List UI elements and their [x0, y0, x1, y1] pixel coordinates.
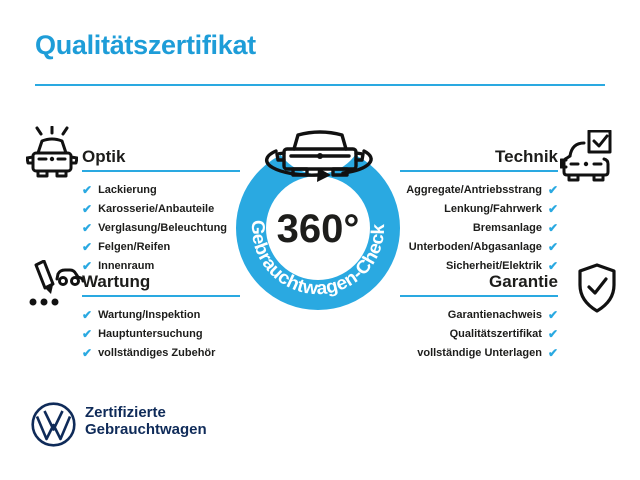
section-divider [82, 170, 240, 172]
item-label: Wartung/Inspektion [98, 308, 201, 321]
list-item [82, 305, 240, 324]
item-label: Bremsanlage [472, 221, 542, 234]
check-icon: ✔ [82, 307, 93, 322]
section-title: Optik [82, 147, 126, 166]
list-item [82, 199, 240, 218]
item-label: Unterboden/Abgasanlage [408, 240, 542, 253]
section-optik [82, 146, 240, 275]
item-label: Verglasung/Beleuchtung [98, 221, 228, 234]
check-icon: ✔ [547, 326, 558, 341]
360-check-badge [218, 118, 418, 333]
list-item [82, 324, 240, 343]
check-icon: ✔ [547, 201, 558, 216]
vw-logo-icon [30, 401, 77, 448]
brand-claim [85, 404, 207, 438]
item-label: Karosserie/Anbauteile [98, 202, 215, 215]
check-icon: ✔ [547, 307, 558, 322]
list-item [82, 237, 240, 256]
ring-label: Gebrauchtwagen-Check [247, 219, 389, 299]
checklist [82, 305, 240, 362]
check-icon: ✔ [82, 182, 93, 197]
section-divider [400, 170, 558, 172]
brand-line-2: Gebrauchtwagen [85, 421, 207, 438]
car-shine-icon [26, 126, 78, 182]
brand-line-1: Zertifizierte [85, 404, 166, 421]
item-label: Hauptuntersuchung [98, 327, 203, 340]
item-label: vollständiges Zubehör [98, 346, 216, 359]
checklist [400, 305, 558, 362]
item-label: Felgen/Reifen [98, 240, 171, 253]
check-icon: ✔ [82, 258, 93, 273]
list-item [82, 218, 240, 237]
check-icon: ✔ [82, 326, 93, 341]
list-item [400, 324, 558, 343]
shield-check-icon [576, 262, 618, 314]
checklist [82, 180, 240, 275]
list-item [400, 343, 558, 362]
item-label: vollständige Unterlagen [417, 346, 542, 359]
list-item [400, 305, 558, 324]
list-item [400, 218, 558, 237]
section-title: Wartung [82, 272, 151, 291]
item-label: Aggregate/Antriebsstrang [406, 183, 542, 196]
section-wartung [82, 271, 240, 362]
section-divider [82, 295, 240, 297]
list-item [82, 180, 240, 199]
degrees-label: 360° [276, 207, 360, 251]
section-technik [400, 146, 558, 275]
list-item [400, 180, 558, 199]
list-item [400, 237, 558, 256]
check-icon: ✔ [82, 239, 93, 254]
item-label: Innenraum [98, 259, 155, 272]
section-garantie [400, 271, 558, 362]
page-title: Qualitätszertifikat [35, 30, 256, 60]
check-icon: ✔ [82, 345, 93, 360]
check-icon: ✔ [547, 220, 558, 235]
checklist [400, 180, 558, 275]
check-icon: ✔ [547, 239, 558, 254]
check-icon: ✔ [547, 345, 558, 360]
car-checkbox-icon [560, 130, 612, 186]
check-icon: ✔ [547, 258, 558, 273]
check-icon: ✔ [547, 182, 558, 197]
item-label: Garantienachweis [447, 308, 542, 321]
check-icon: ✔ [82, 201, 93, 216]
item-label: Qualitätszertifikat [449, 327, 542, 340]
check-icon: ✔ [82, 220, 93, 235]
item-label: Lackierung [98, 183, 157, 196]
item-label: Sicherheit/Elektrik [445, 259, 542, 272]
section-title: Garantie [489, 272, 558, 291]
section-title: Technik [495, 147, 558, 166]
list-item [82, 343, 240, 362]
list-item [400, 199, 558, 218]
section-divider [400, 295, 558, 297]
item-label: Lenkung/Fahrwerk [444, 202, 542, 215]
pen-checklist-car-icon [24, 260, 84, 310]
title-divider [35, 84, 605, 86]
